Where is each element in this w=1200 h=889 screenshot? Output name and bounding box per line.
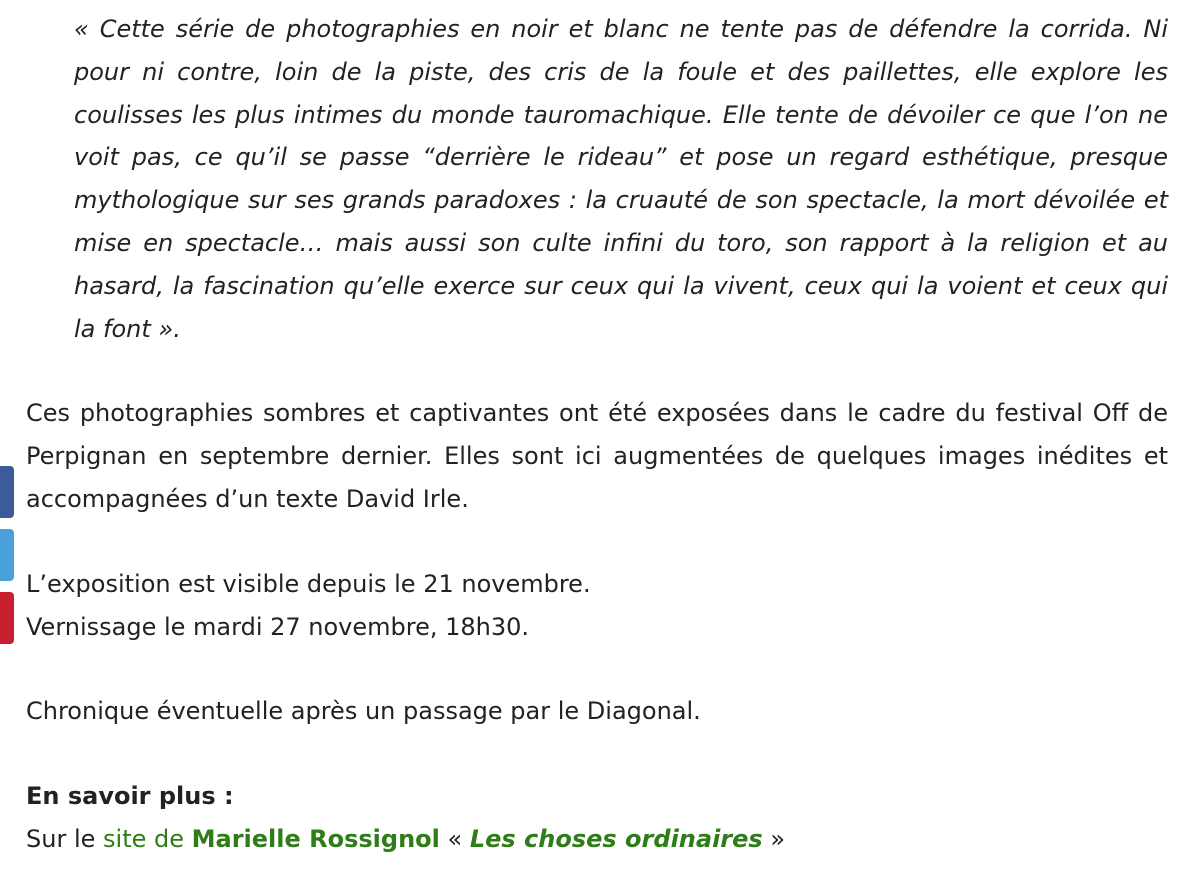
paragraph-opening: Vernissage le mardi 27 novembre, 18h30. (26, 612, 530, 641)
more-info-prefix: Sur le (26, 824, 104, 853)
site-link[interactable]: site de (103, 824, 184, 853)
facebook-share-button[interactable] (0, 466, 14, 518)
close-quote: » (762, 824, 786, 853)
paragraph-chronicle: Chronique éventuelle après un passage par le Diagonal. (26, 697, 701, 726)
pinterest-share-button[interactable] (0, 592, 14, 644)
twitter-share-button[interactable] (0, 529, 14, 581)
more-info-line (26, 818, 1168, 861)
blockquote: « Cette série de photographies en noir et blanc ne tente pas de défendre la corrida. Ni pour ni contre, loin de la piste, des cris de la foule et des paillettes, elle explore les coulisses les plus intimes du monde tauromachique. Elle tente de dévoiler ce que l’on ne voit pas, ce qu’il se passe “derrière le rideau” et pose un regard esthétique, presque mythologique sur ses grands paradoxes : la cruauté de son spectacle, la mort dévoilée et mise en spectacle… mais aussi son culte infini du toro, son rapport à la religion et au hasard, la fascination qu’elle exerce sur ceux qui la vivent, ceux qui la voient et ceux qui la font ». (74, 15, 1168, 343)
article-body (26, 8, 1168, 861)
author-link[interactable]: Marielle Rossignol (191, 824, 440, 853)
paragraph-exhibition: Ces photographies sombres et captivantes ont été exposées dans le cadre du festival Off de Perpignan en septembre dernier. Elles sont ici augmentées de quelques images inédites et accompagnées d’un texte David Irle. (26, 399, 1168, 513)
more-info-space (184, 825, 192, 853)
open-quote: « (439, 824, 470, 853)
paragraph-visible-since: L’exposition est visible depuis le 21 novembre. (26, 569, 591, 598)
book-title: Les choses ordinaires (469, 824, 763, 853)
more-info-heading: En savoir plus : (26, 782, 234, 811)
